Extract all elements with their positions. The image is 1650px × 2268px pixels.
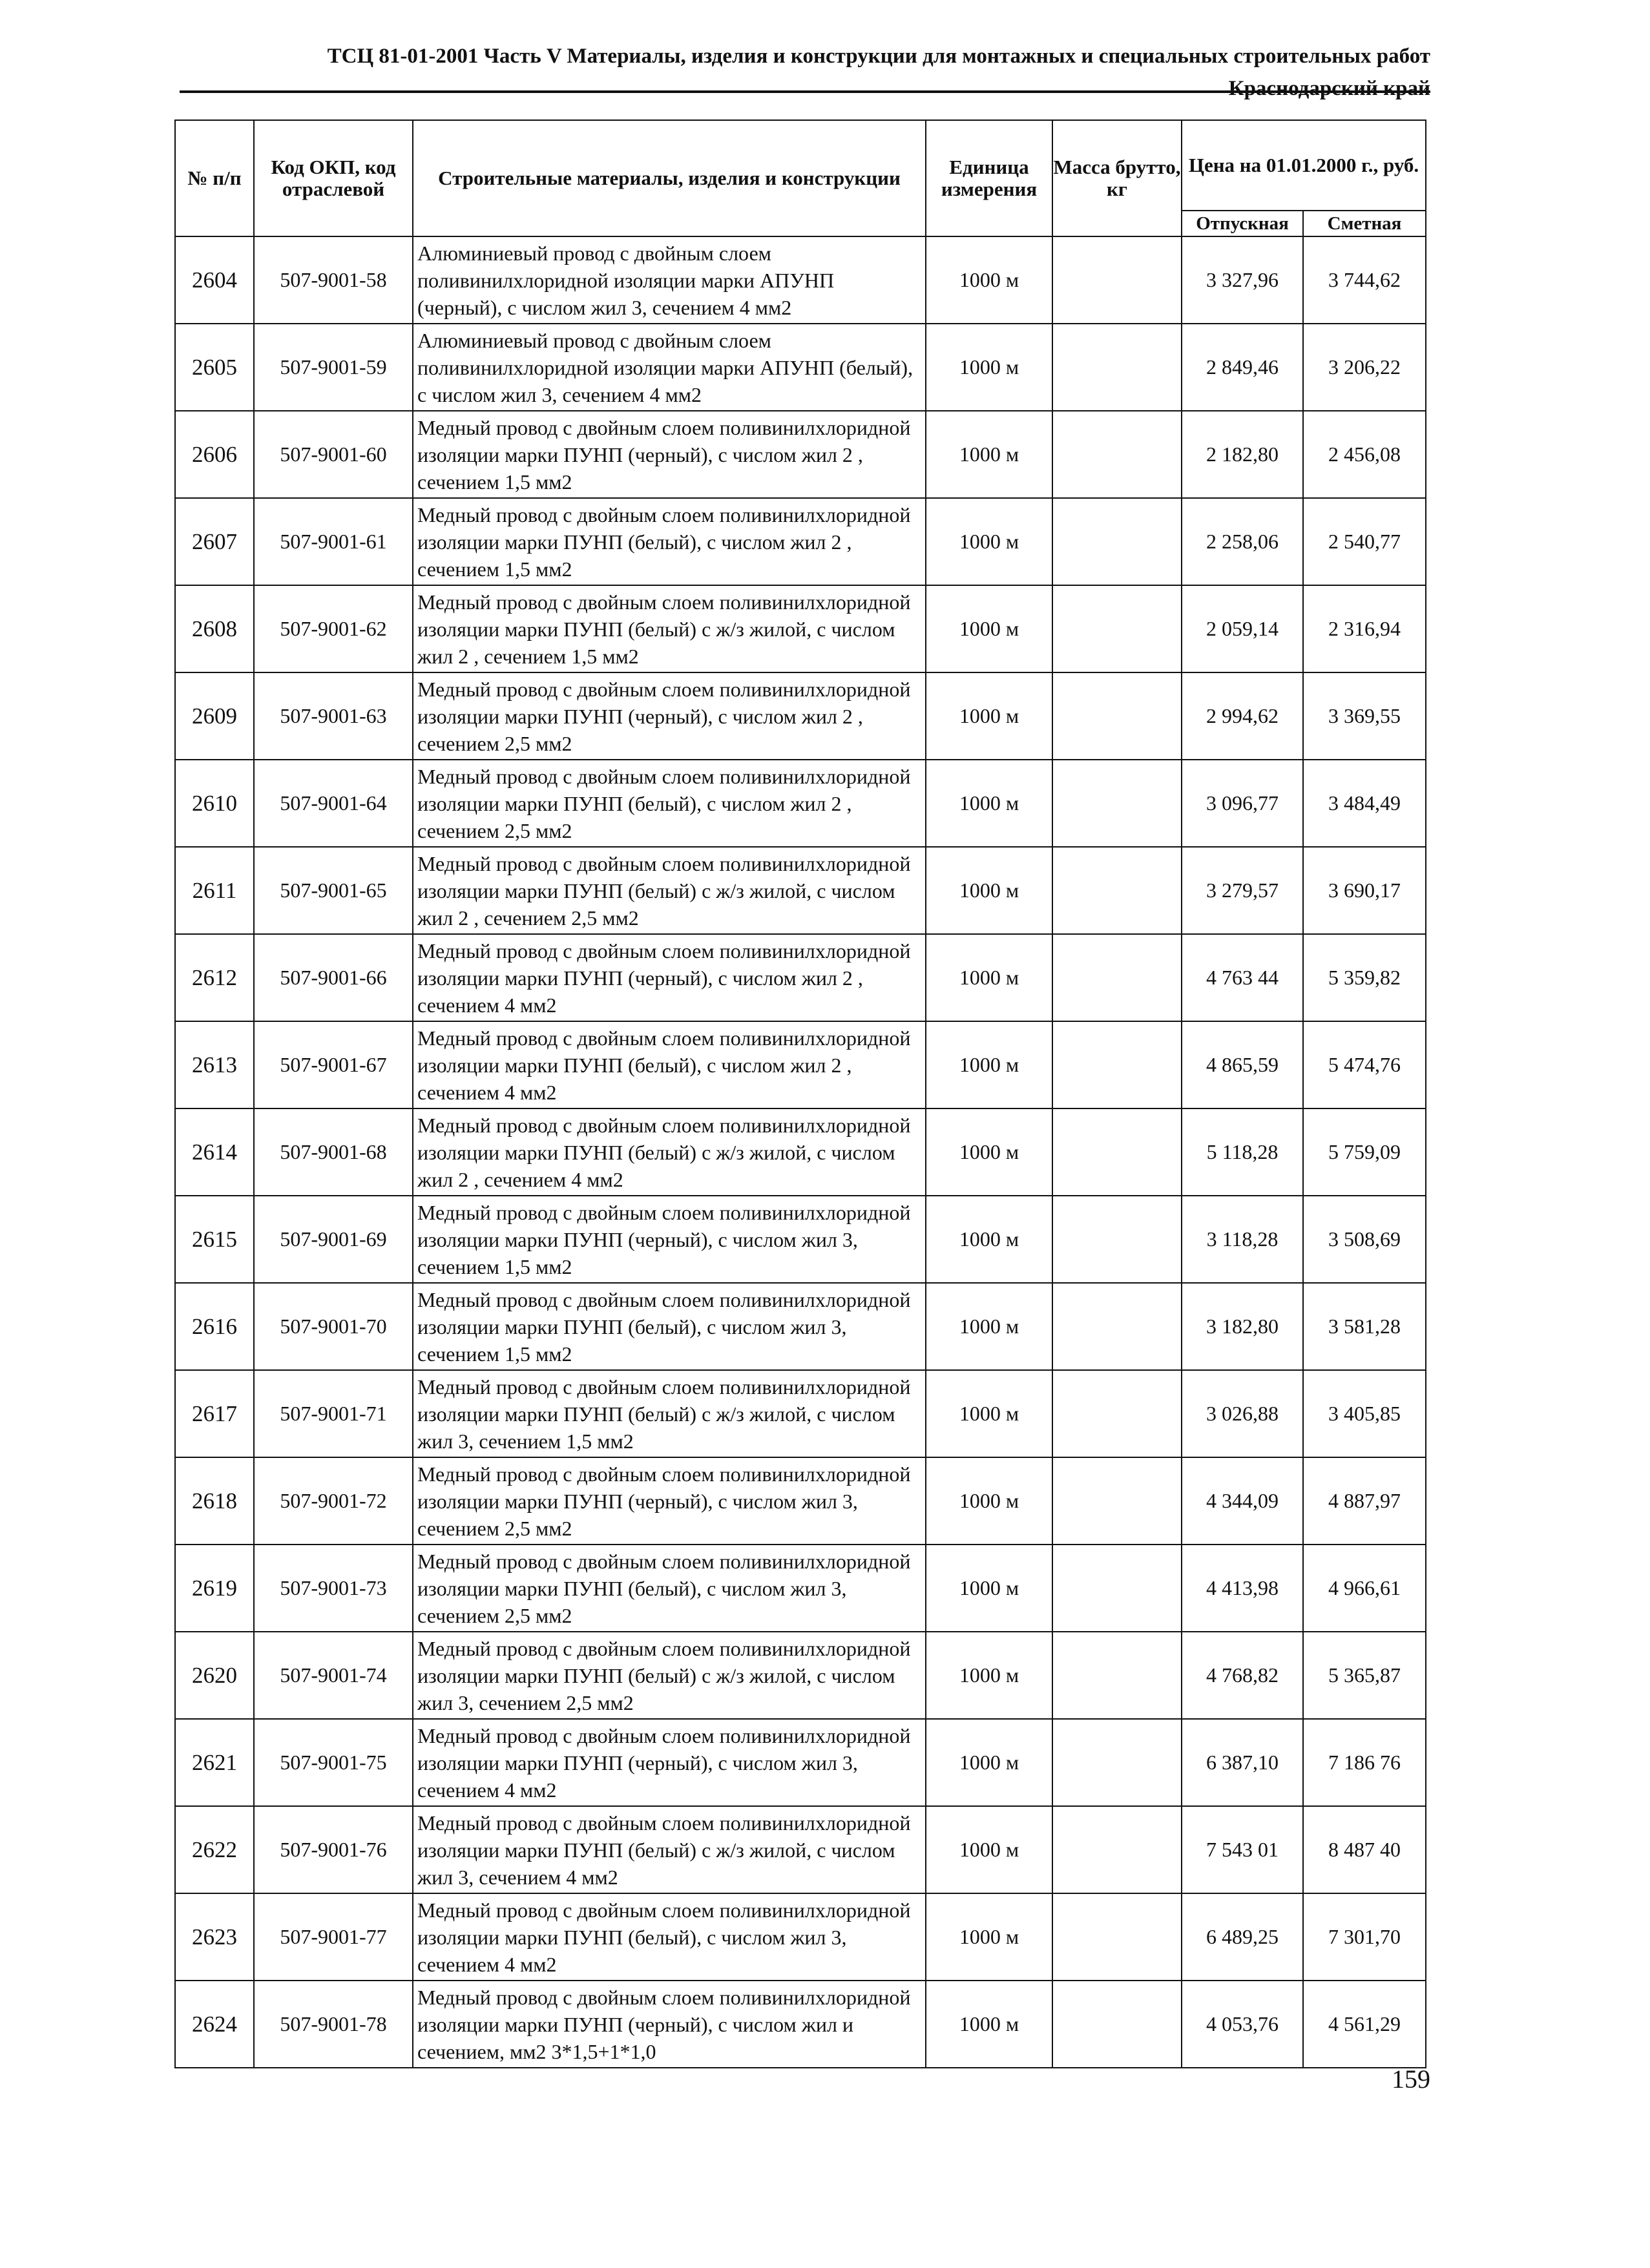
- row-number: 2624: [175, 1981, 254, 2068]
- col-header-price: Цена на 01.01.2000 г., руб.: [1182, 120, 1426, 211]
- row-number: 2618: [175, 1457, 254, 1545]
- table-row: [175, 1981, 1426, 2068]
- row-name: Медный провод с двойным слоем поливинилхлоридной изоляции марки ПУНП (черный), с числом жил 2 , сечением 2,5 мм2: [413, 672, 926, 760]
- row-code: 507-9001-75: [254, 1719, 413, 1806]
- row-estimate-price: 2 316,94: [1303, 585, 1426, 672]
- row-mass: [1052, 847, 1182, 934]
- row-unit: 1000 м: [926, 934, 1052, 1021]
- row-estimate-price: 5 474,76: [1303, 1021, 1426, 1108]
- row-estimate-price: 5 759,09: [1303, 1108, 1426, 1196]
- row-release-price: 2 258,06: [1182, 498, 1303, 585]
- row-estimate-price: 8 487 40: [1303, 1806, 1426, 1893]
- row-estimate-price: 4 887,97: [1303, 1457, 1426, 1545]
- row-mass: [1052, 324, 1182, 411]
- row-mass: [1052, 1981, 1182, 2068]
- row-name: Медный провод с двойным слоем поливинилхлоридной изоляции марки ПУНП (черный), с числом жил 3, сечением 2,5 мм2: [413, 1457, 926, 1545]
- row-release-price: 4 763 44: [1182, 934, 1303, 1021]
- row-estimate-price: 4 966,61: [1303, 1545, 1426, 1632]
- row-estimate-price: 3 206,22: [1303, 324, 1426, 411]
- table-row: [175, 236, 1426, 324]
- row-code: 507-9001-61: [254, 498, 413, 585]
- row-code: 507-9001-72: [254, 1457, 413, 1545]
- row-name: Алюминиевый провод с двойным слоем поливинилхлоридной изоляции марки АПУНП (черный), с числом жил 3, сечением 4 мм2: [413, 236, 926, 324]
- row-number: 2606: [175, 411, 254, 498]
- row-estimate-price: 3 484,49: [1303, 760, 1426, 847]
- row-release-price: 4 413,98: [1182, 1545, 1303, 1632]
- row-mass: [1052, 1545, 1182, 1632]
- row-unit: 1000 м: [926, 498, 1052, 585]
- row-number: 2605: [175, 324, 254, 411]
- row-code: 507-9001-60: [254, 411, 413, 498]
- col-header-num: № п/п: [175, 120, 254, 236]
- row-mass: [1052, 236, 1182, 324]
- table-row: [175, 1457, 1426, 1545]
- row-name: Медный провод с двойным слоем поливинилхлоридной изоляции марки ПУНП (черный), с числом жил 2 , сечением 1,5 мм2: [413, 411, 926, 498]
- row-unit: 1000 м: [926, 1021, 1052, 1108]
- row-mass: [1052, 411, 1182, 498]
- row-code: 507-9001-77: [254, 1893, 413, 1981]
- table-row: [175, 1719, 1426, 1806]
- header-region: Краснодарский край: [1228, 77, 1430, 100]
- row-release-price: 4 053,76: [1182, 1981, 1303, 2068]
- col-header-name: Строительные материалы, изделия и конструкции: [413, 120, 926, 236]
- row-code: 507-9001-64: [254, 760, 413, 847]
- row-estimate-price: 7 186 76: [1303, 1719, 1426, 1806]
- row-unit: 1000 м: [926, 1719, 1052, 1806]
- row-unit: 1000 м: [926, 760, 1052, 847]
- row-code: 507-9001-74: [254, 1632, 413, 1719]
- row-name: Медный провод с двойным слоем поливинилхлоридной изоляции марки ПУНП (белый), с числом жил 2 , сечением 4 мм2: [413, 1021, 926, 1108]
- row-name: Медный провод с двойным слоем поливинилхлоридной изоляции марки ПУНП (белый), с числом жил 2 , сечением 2,5 мм2: [413, 760, 926, 847]
- row-number: 2623: [175, 1893, 254, 1981]
- table-row: [175, 1632, 1426, 1719]
- row-number: 2613: [175, 1021, 254, 1108]
- row-number: 2612: [175, 934, 254, 1021]
- row-estimate-price: 3 581,28: [1303, 1283, 1426, 1370]
- row-release-price: 3 026,88: [1182, 1370, 1303, 1457]
- row-estimate-price: 3 369,55: [1303, 672, 1426, 760]
- row-mass: [1052, 1632, 1182, 1719]
- row-code: 507-9001-58: [254, 236, 413, 324]
- row-name: Алюминиевый провод с двойным слоем поливинилхлоридной изоляции марки АПУНП (белый), с числом жил 3, сечением 4 мм2: [413, 324, 926, 411]
- row-unit: 1000 м: [926, 236, 1052, 324]
- row-unit: 1000 м: [926, 411, 1052, 498]
- row-release-price: 4 865,59: [1182, 1021, 1303, 1108]
- row-name: Медный провод с двойным слоем поливинилхлоридной изоляции марки ПУНП (черный), с числом жил и сечением, мм2 3*1,5+1*1,0: [413, 1981, 926, 2068]
- table-row: [175, 1893, 1426, 1981]
- row-unit: 1000 м: [926, 1806, 1052, 1893]
- row-name: Медный провод с двойным слоем поливинилхлоридной изоляции марки ПУНП (черный), с числом жил 3, сечением 1,5 мм2: [413, 1196, 926, 1283]
- row-estimate-price: 3 744,62: [1303, 236, 1426, 324]
- row-name: Медный провод с двойным слоем поливинилхлоридной изоляции марки ПУНП (черный), с числом жил 3, сечением 4 мм2: [413, 1719, 926, 1806]
- row-code: 507-9001-62: [254, 585, 413, 672]
- row-release-price: 7 543 01: [1182, 1806, 1303, 1893]
- row-name: Медный провод с двойным слоем поливинилхлоридной изоляции марки ПУНП (белый) с ж/з жилой, с числом жил 2 , сечением 2,5 мм2: [413, 847, 926, 934]
- row-code: 507-9001-76: [254, 1806, 413, 1893]
- row-release-price: 2 059,14: [1182, 585, 1303, 672]
- row-unit: 1000 м: [926, 585, 1052, 672]
- table-row: [175, 498, 1426, 585]
- row-code: 507-9001-68: [254, 1108, 413, 1196]
- col-header-release-price: Отпускная: [1182, 211, 1303, 236]
- row-release-price: 2 994,62: [1182, 672, 1303, 760]
- page-header: [181, 40, 1430, 105]
- table-row: [175, 847, 1426, 934]
- row-name: Медный провод с двойным слоем поливинилхлоридной изоляции марки ПУНП (белый) с ж/з жилой, с числом жил 2 , сечением 4 мм2: [413, 1108, 926, 1196]
- row-mass: [1052, 498, 1182, 585]
- row-release-price: 6 387,10: [1182, 1719, 1303, 1806]
- row-estimate-price: 7 301,70: [1303, 1893, 1426, 1981]
- row-number: 2617: [175, 1370, 254, 1457]
- row-name: Медный провод с двойным слоем поливинилхлоридной изоляции марки ПУНП (белый), с числом жил 3, сечением 4 мм2: [413, 1893, 926, 1981]
- row-number: 2608: [175, 585, 254, 672]
- row-number: 2621: [175, 1719, 254, 1806]
- table-row: [175, 760, 1426, 847]
- row-estimate-price: 4 561,29: [1303, 1981, 1426, 2068]
- table-row: [175, 585, 1426, 672]
- row-estimate-price: 5 359,82: [1303, 934, 1426, 1021]
- row-release-price: 4 344,09: [1182, 1457, 1303, 1545]
- row-mass: [1052, 585, 1182, 672]
- row-mass: [1052, 1457, 1182, 1545]
- row-code: 507-9001-59: [254, 324, 413, 411]
- row-mass: [1052, 1196, 1182, 1283]
- row-code: 507-9001-71: [254, 1370, 413, 1457]
- row-mass: [1052, 1370, 1182, 1457]
- row-release-price: 2 849,46: [1182, 324, 1303, 411]
- row-unit: 1000 м: [926, 1632, 1052, 1719]
- row-mass: [1052, 1021, 1182, 1108]
- table-row: [175, 1370, 1426, 1457]
- header-divider: [180, 90, 1430, 93]
- row-mass: [1052, 934, 1182, 1021]
- row-unit: 1000 м: [926, 1108, 1052, 1196]
- row-estimate-price: 5 365,87: [1303, 1632, 1426, 1719]
- row-number: 2614: [175, 1108, 254, 1196]
- page-number: 159: [1392, 2065, 1430, 2094]
- table-row: [175, 1545, 1426, 1632]
- row-code: 507-9001-69: [254, 1196, 413, 1283]
- row-code: 507-9001-73: [254, 1545, 413, 1632]
- row-release-price: 6 489,25: [1182, 1893, 1303, 1981]
- row-mass: [1052, 760, 1182, 847]
- row-unit: 1000 м: [926, 1370, 1052, 1457]
- row-name: Медный провод с двойным слоем поливинилхлоридной изоляции марки ПУНП (белый), с числом жил 3, сечением 2,5 мм2: [413, 1545, 926, 1632]
- table-row: [175, 672, 1426, 760]
- row-unit: 1000 м: [926, 1196, 1052, 1283]
- row-number: 2610: [175, 760, 254, 847]
- row-release-price: 3 279,57: [1182, 847, 1303, 934]
- table-row: [175, 934, 1426, 1021]
- row-unit: 1000 м: [926, 1545, 1052, 1632]
- row-code: 507-9001-63: [254, 672, 413, 760]
- row-unit: 1000 м: [926, 1893, 1052, 1981]
- row-unit: 1000 м: [926, 1457, 1052, 1545]
- row-mass: [1052, 1283, 1182, 1370]
- col-header-estimate-price: Сметная: [1303, 211, 1426, 236]
- row-name: Медный провод с двойным слоем поливинилхлоридной изоляции марки ПУНП (белый) с ж/з жилой, с числом жил 3, сечением 1,5 мм2: [413, 1370, 926, 1457]
- row-code: 507-9001-70: [254, 1283, 413, 1370]
- row-number: 2622: [175, 1806, 254, 1893]
- row-name: Медный провод с двойным слоем поливинилхлоридной изоляции марки ПУНП (белый) с ж/з жилой, с числом жил 3, сечением 2,5 мм2: [413, 1632, 926, 1719]
- row-number: 2619: [175, 1545, 254, 1632]
- row-code: 507-9001-78: [254, 1981, 413, 2068]
- row-number: 2616: [175, 1283, 254, 1370]
- row-estimate-price: 3 405,85: [1303, 1370, 1426, 1457]
- table-row: [175, 411, 1426, 498]
- col-header-unit: Единица измерения: [926, 120, 1052, 236]
- table-row: [175, 1196, 1426, 1283]
- row-name: Медный провод с двойным слоем поливинилхлоридной изоляции марки ПУНП (черный), с числом жил 2 , сечением 4 мм2: [413, 934, 926, 1021]
- row-release-price: 3 182,80: [1182, 1283, 1303, 1370]
- row-code: 507-9001-65: [254, 847, 413, 934]
- table-row: [175, 1108, 1426, 1196]
- col-header-mass: Масса брутто, кг: [1052, 120, 1182, 236]
- row-release-price: 3 118,28: [1182, 1196, 1303, 1283]
- row-number: 2620: [175, 1632, 254, 1719]
- row-unit: 1000 м: [926, 672, 1052, 760]
- row-release-price: 3 327,96: [1182, 236, 1303, 324]
- row-mass: [1052, 1893, 1182, 1981]
- row-estimate-price: 2 456,08: [1303, 411, 1426, 498]
- table-row: [175, 1283, 1426, 1370]
- row-estimate-price: 2 540,77: [1303, 498, 1426, 585]
- row-number: 2604: [175, 236, 254, 324]
- header-title: ТСЦ 81-01-2001 Часть V Материалы, изделия и конструкции для монтажных и специальных строительных работ: [327, 45, 1430, 68]
- row-release-price: 4 768,82: [1182, 1632, 1303, 1719]
- row-unit: 1000 м: [926, 847, 1052, 934]
- row-estimate-price: 3 690,17: [1303, 847, 1426, 934]
- row-mass: [1052, 1108, 1182, 1196]
- row-mass: [1052, 1806, 1182, 1893]
- col-header-code: Код ОКП, код отраслевой: [254, 120, 413, 236]
- table-row: [175, 324, 1426, 411]
- row-name: Медный провод с двойным слоем поливинилхлоридной изоляции марки ПУНП (белый) с ж/з жилой, с числом жил 3, сечением 4 мм2: [413, 1806, 926, 1893]
- row-number: 2615: [175, 1196, 254, 1283]
- table-body: [175, 236, 1426, 2068]
- row-release-price: 2 182,80: [1182, 411, 1303, 498]
- row-unit: 1000 м: [926, 1283, 1052, 1370]
- row-release-price: 3 096,77: [1182, 760, 1303, 847]
- row-name: Медный провод с двойным слоем поливинилхлоридной изоляции марки ПУНП (белый), с числом жил 3, сечением 1,5 мм2: [413, 1283, 926, 1370]
- table-row: [175, 1806, 1426, 1893]
- row-code: 507-9001-66: [254, 934, 413, 1021]
- row-estimate-price: 3 508,69: [1303, 1196, 1426, 1283]
- table-row: [175, 1021, 1426, 1108]
- price-table: [174, 120, 1426, 2068]
- row-mass: [1052, 1719, 1182, 1806]
- row-name: Медный провод с двойным слоем поливинилхлоридной изоляции марки ПУНП (белый) с ж/з жилой, с числом жил 2 , сечением 1,5 мм2: [413, 585, 926, 672]
- row-name: Медный провод с двойным слоем поливинилхлоридной изоляции марки ПУНП (белый), с числом жил 2 , сечением 1,5 мм2: [413, 498, 926, 585]
- row-number: 2611: [175, 847, 254, 934]
- row-unit: 1000 м: [926, 324, 1052, 411]
- row-code: 507-9001-67: [254, 1021, 413, 1108]
- row-number: 2609: [175, 672, 254, 760]
- row-release-price: 5 118,28: [1182, 1108, 1303, 1196]
- row-number: 2607: [175, 498, 254, 585]
- row-mass: [1052, 672, 1182, 760]
- row-unit: 1000 м: [926, 1981, 1052, 2068]
